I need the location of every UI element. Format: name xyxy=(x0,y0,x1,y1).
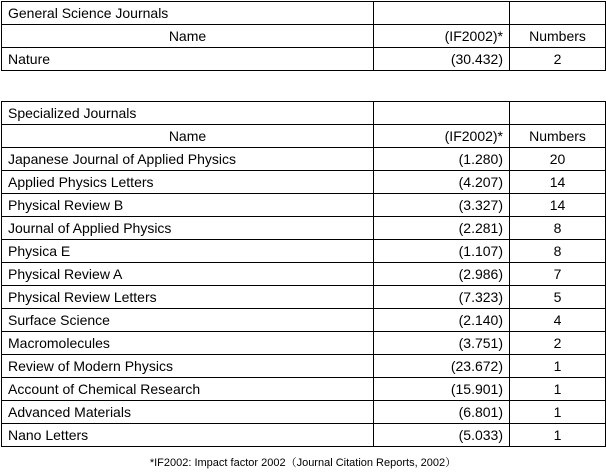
section-title-row xyxy=(2,102,606,125)
empty-cell xyxy=(510,102,606,125)
numbers-cell: 8 xyxy=(510,240,606,263)
numbers-cell: 4 xyxy=(510,309,606,332)
empty-cell xyxy=(374,102,510,125)
journal-name-cell: Physica E xyxy=(2,240,374,263)
impact-factor-cell: (5.033) xyxy=(374,424,510,447)
table-row xyxy=(2,263,606,286)
impact-factor-cell: (2.281) xyxy=(374,217,510,240)
table-row xyxy=(2,309,606,332)
specialized-journals-table xyxy=(1,101,606,447)
table-row xyxy=(2,171,606,194)
impact-factor-cell: (1.107) xyxy=(374,240,510,263)
numbers-cell: 20 xyxy=(510,148,606,171)
numbers-cell: 1 xyxy=(510,424,606,447)
journal-name-cell: Nature xyxy=(2,48,374,71)
table-row xyxy=(2,355,606,378)
numbers-cell: 8 xyxy=(510,217,606,240)
column-header-numbers: Numbers xyxy=(510,125,606,148)
table-row xyxy=(2,286,606,309)
impact-factor-cell: (1.280) xyxy=(374,148,510,171)
journal-name-cell: Account of Chemical Research xyxy=(2,378,374,401)
empty-cell xyxy=(510,2,606,25)
numbers-cell: 14 xyxy=(510,171,606,194)
table-row xyxy=(2,424,606,447)
impact-factor-cell: (15.901) xyxy=(374,378,510,401)
section-title-row xyxy=(2,2,606,25)
table-row xyxy=(2,401,606,424)
impact-factor-cell: (4.207) xyxy=(374,171,510,194)
numbers-cell: 5 xyxy=(510,286,606,309)
general-science-journals-table xyxy=(1,1,606,71)
impact-factor-cell: (7.323) xyxy=(374,286,510,309)
table-row xyxy=(2,378,606,401)
journal-name-cell: Macromolecules xyxy=(2,332,374,355)
table-row xyxy=(2,48,606,71)
numbers-cell: 2 xyxy=(510,332,606,355)
table-row xyxy=(2,332,606,355)
journal-name-cell: Physical Review A xyxy=(2,263,374,286)
impact-factor-cell: (3.751) xyxy=(374,332,510,355)
numbers-cell: 14 xyxy=(510,194,606,217)
impact-factor-cell: (6.801) xyxy=(374,401,510,424)
section-title: Specialized Journals xyxy=(2,102,374,125)
journal-name-cell: Review of Modern Physics xyxy=(2,355,374,378)
impact-factor-cell: (2.140) xyxy=(374,309,510,332)
journal-name-cell: Japanese Journal of Applied Physics xyxy=(2,148,374,171)
column-header-numbers: Numbers xyxy=(510,25,606,48)
journal-name-cell: Journal of Applied Physics xyxy=(2,217,374,240)
numbers-cell: 7 xyxy=(510,263,606,286)
table-row xyxy=(2,217,606,240)
journal-name-cell: Surface Science xyxy=(2,309,374,332)
footnote: *IF2002: Impact factor 2002（Journal Citation Reports, 2002） xyxy=(149,457,457,469)
table-row xyxy=(2,240,606,263)
impact-factor-cell: (3.327) xyxy=(374,194,510,217)
impact-factor-cell: (2.986) xyxy=(374,263,510,286)
table-header-row xyxy=(2,25,606,48)
column-header-impact-factor: (IF2002)* xyxy=(374,25,510,48)
journal-name-cell: Physical Review B xyxy=(2,194,374,217)
empty-cell xyxy=(374,2,510,25)
journal-name-cell: Nano Letters xyxy=(2,424,374,447)
journal-name-cell: Applied Physics Letters xyxy=(2,171,374,194)
table-row xyxy=(2,148,606,171)
numbers-cell: 1 xyxy=(510,355,606,378)
column-header-name: Name xyxy=(2,25,374,48)
column-header-name: Name xyxy=(2,125,374,148)
table-header-row xyxy=(2,125,606,148)
column-header-impact-factor: (IF2002)* xyxy=(374,125,510,148)
journal-name-cell: Physical Review Letters xyxy=(2,286,374,309)
journal-name-cell: Advanced Materials xyxy=(2,401,374,424)
numbers-cell: 1 xyxy=(510,401,606,424)
impact-factor-cell: (30.432) xyxy=(374,48,510,71)
numbers-cell: 1 xyxy=(510,378,606,401)
section-title: General Science Journals xyxy=(2,2,374,25)
impact-factor-cell: (23.672) xyxy=(374,355,510,378)
table-row xyxy=(2,194,606,217)
numbers-cell: 2 xyxy=(510,48,606,71)
